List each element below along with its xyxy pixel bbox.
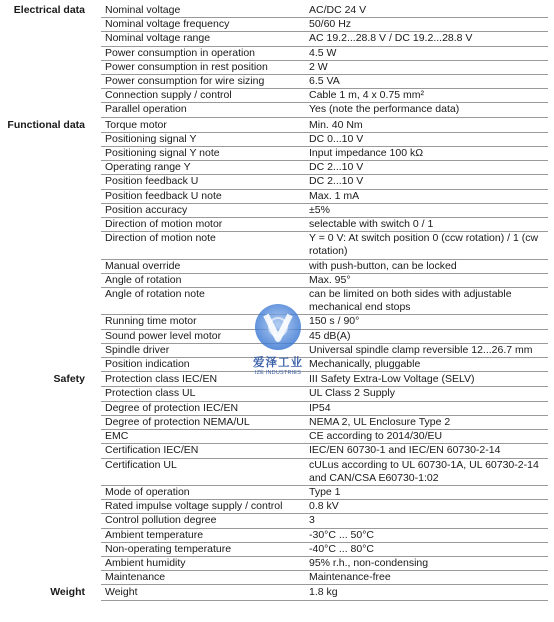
spec-key: Position feedback U (105, 175, 199, 188)
spec-value: Min. 40 Nm (309, 118, 363, 131)
table-row (101, 147, 548, 161)
spec-value: 150 s / 90° (309, 315, 360, 328)
watermark-cn: 爱泽工业 (253, 357, 303, 369)
section-title: Functional data (7, 118, 85, 131)
spec-key: Sound power level motor (105, 329, 222, 342)
table-row (101, 4, 548, 18)
table-row (101, 190, 548, 204)
table-row (101, 274, 548, 288)
spec-value: Input impedance 100 kΩ (309, 147, 424, 160)
spec-key: Certification UL (105, 458, 177, 471)
spec-value: NEMA 2, UL Enclosure Type 2 (309, 415, 451, 428)
spec-value: Max. 95° (309, 273, 351, 286)
spec-key: Non-operating temperature (105, 542, 232, 555)
table-row (101, 402, 548, 416)
table-row (101, 500, 548, 514)
table-row (101, 18, 548, 32)
table-row (101, 288, 548, 315)
spec-key: Power consumption in rest position (105, 60, 268, 73)
spec-key: Certification IEC/EN (105, 444, 199, 457)
spec-key: Ambient temperature (105, 528, 204, 541)
spec-key: Nominal voltage (105, 4, 181, 16)
section-title: Weight (50, 586, 85, 599)
spec-value: Cable 1 m, 4 x 0.75 mm² (309, 89, 424, 102)
table-row (101, 47, 548, 61)
table-row (101, 204, 548, 218)
spec-key: Positioning signal Y (105, 132, 197, 145)
spec-rows (101, 119, 548, 373)
table-row (101, 373, 548, 387)
section-electrical-data (0, 4, 554, 118)
table-row (101, 175, 548, 189)
table-row (101, 315, 548, 329)
spec-key: Control pollution degree (105, 514, 217, 527)
spec-value: 4.5 W (309, 46, 337, 59)
spec-value: III Safety Extra-Low Voltage (SELV) (309, 373, 475, 386)
table-row (101, 161, 548, 175)
spec-value: 2 W (309, 60, 328, 73)
spec-value: 3 (309, 514, 315, 527)
spec-value: 0.8 kV (309, 500, 339, 513)
spec-key: Power consumption for wire sizing (105, 75, 265, 88)
spec-value: CE according to 2014/30/EU (309, 430, 443, 443)
spec-value: DC 0...10 V (309, 132, 364, 145)
table-row (101, 529, 548, 543)
table-row (101, 61, 548, 75)
spec-key: Position accuracy (105, 203, 188, 216)
section-title: Electrical data (13, 4, 85, 16)
section-title: Safety (53, 373, 85, 386)
spec-key: Power consumption in operation (105, 46, 256, 59)
spec-value: UL Class 2 Supply (309, 387, 395, 400)
spec-key: Weight (105, 586, 138, 599)
section-safety (0, 373, 554, 585)
spec-value: 50/60 Hz (309, 18, 352, 31)
spec-value: Yes (note the performance data) (309, 103, 460, 116)
spec-value: Type 1 (309, 485, 341, 498)
spec-key: Angle of rotation note (105, 288, 205, 301)
table-row (101, 459, 548, 486)
spec-value: Maintenance-free (309, 571, 391, 584)
spec-key: Degree of protection NEMA/UL (105, 415, 250, 428)
spec-key: Parallel operation (105, 103, 187, 116)
table-row (101, 119, 548, 133)
spec-key: Direction of motion note (105, 232, 216, 245)
table-row (101, 344, 548, 358)
spec-value: with push-button, can be locked (309, 259, 457, 272)
spec-value: cULus according to UL 60730-1A, UL 60730-2-14 and CAN/CSA E60730-1:02 (309, 458, 539, 484)
table-row (101, 133, 548, 147)
spec-key: Running time motor (105, 315, 197, 328)
spec-key: Connection supply / control (105, 89, 232, 102)
spec-rows (101, 4, 548, 118)
spec-value: DC 2...10 V (309, 161, 364, 174)
spec-key: Mode of operation (105, 485, 190, 498)
spec-value: Mechanically, pluggable (309, 358, 421, 371)
watermark-en: IZE INDUSTRIES (254, 370, 302, 376)
table-row (101, 557, 548, 571)
spec-value: selectable with switch 0 / 1 (309, 218, 434, 231)
spec-key: Direction of motion motor (105, 218, 223, 231)
spec-value: ±5% (309, 203, 330, 216)
spec-value: DC 2...10 V (309, 175, 364, 188)
spec-value: 6.5 VA (309, 75, 340, 88)
table-row (101, 571, 548, 585)
spec-key: Nominal voltage frequency (105, 18, 230, 31)
watermark (246, 302, 310, 377)
table-row (101, 486, 548, 500)
table-row (101, 358, 548, 372)
spec-key: Manual override (105, 259, 181, 272)
spec-value: 1.8 kg (309, 586, 338, 599)
spec-rows (101, 586, 548, 600)
table-row (101, 416, 548, 430)
spec-key: Rated impulse voltage supply / control (105, 500, 283, 513)
table-row (101, 232, 548, 259)
table-row (101, 387, 548, 401)
table-row (101, 444, 548, 458)
spec-key: Angle of rotation (105, 273, 182, 286)
table-row (101, 514, 548, 528)
table-row (101, 430, 548, 444)
spec-value: Universal spindle clamp reversible 12...26.7 mm (309, 343, 533, 356)
spec-key: Protection class IEC/EN (105, 373, 218, 386)
spec-value: IEC/EN 60730-1 and IEC/EN 60730-2-14 (309, 444, 501, 457)
table-row (101, 75, 548, 89)
table-row (101, 586, 548, 600)
spec-rows (101, 373, 548, 585)
spec-value: -40°C ... 80°C (309, 542, 375, 555)
spec-key: Positioning signal Y note (105, 147, 220, 160)
spec-value: 45 dB(A) (309, 329, 351, 342)
spec-value: can be limited on both sides with adjustable mechanical end stops (309, 288, 512, 314)
spec-key: Protection class UL (105, 387, 196, 400)
table-row (101, 32, 548, 46)
spec-value: AC 19.2...28.8 V / DC 19.2...28.8 V (309, 32, 473, 45)
spec-key: EMC (105, 430, 129, 443)
section-weight (0, 586, 554, 600)
spec-value: -30°C ... 50°C (309, 528, 375, 541)
spec-key: Nominal voltage range (105, 32, 211, 45)
spec-value: AC/DC 24 V (309, 4, 367, 16)
spec-key: Position indication (105, 358, 190, 371)
table-row (101, 260, 548, 274)
table-row (101, 103, 548, 117)
spec-key: Spindle driver (105, 343, 170, 356)
spec-key: Maintenance (105, 571, 166, 584)
spec-value: Y = 0 V: At switch position 0 (ccw rotation) / 1 (cw rotation) (309, 232, 539, 258)
table-row (101, 218, 548, 232)
table-row (101, 330, 548, 344)
spec-key: Operating range Y (105, 161, 191, 174)
spec-value: Max. 1 mA (309, 189, 360, 202)
ize-logo-icon (253, 302, 303, 352)
spec-key: Torque motor (105, 118, 167, 131)
spec-value: IP54 (309, 401, 331, 414)
table-row (101, 89, 548, 103)
table-row (101, 543, 548, 557)
spec-key: Degree of protection IEC/EN (105, 401, 239, 414)
spec-key: Ambient humidity (105, 556, 186, 569)
spec-value: 95% r.h., non-condensing (309, 556, 429, 569)
spec-key: Position feedback U note (105, 189, 222, 202)
